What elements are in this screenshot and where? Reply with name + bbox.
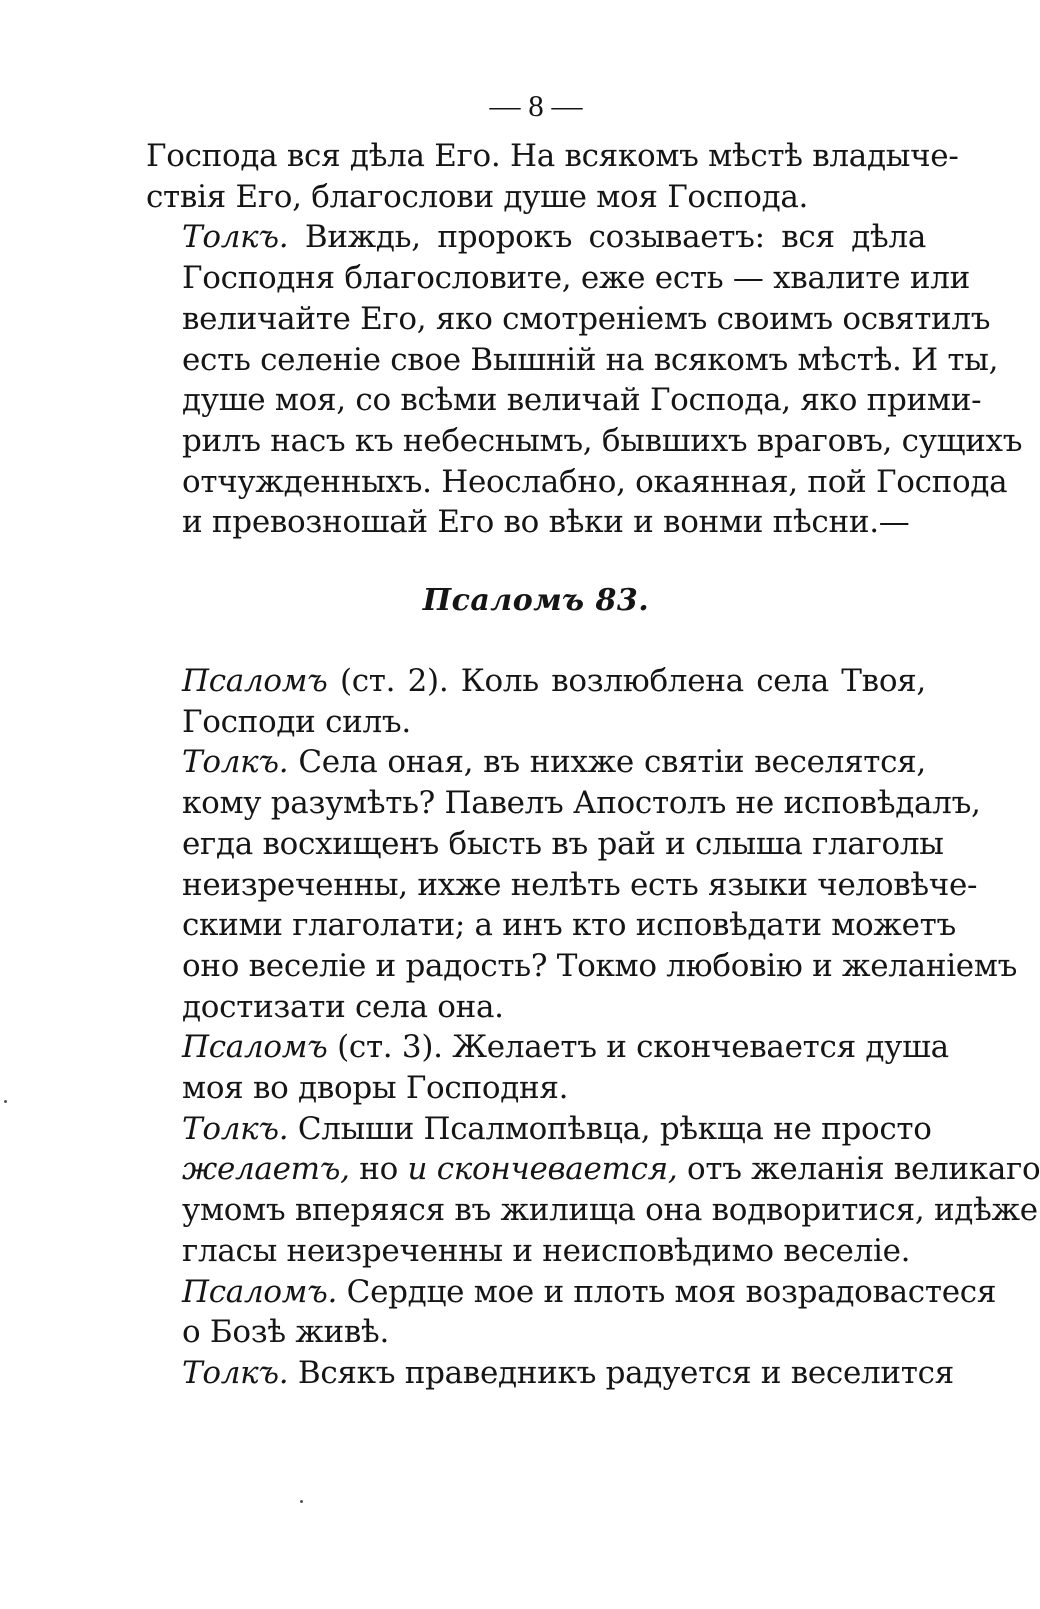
text-line: Господа вся дѣла Его. На всякомъ мѣстѣ владыче- [146, 138, 959, 174]
psalm-lead: Псаломъ. [182, 1273, 338, 1310]
commentary-lead: Толкъ. [182, 219, 289, 256]
emphasis-text: желаетъ, [182, 1151, 350, 1188]
emphasis-text: и скончевается, [407, 1151, 678, 1188]
text-fragment: (ст. 2). Коль возлюблена села Твоя, [327, 663, 926, 700]
text-line [146, 1109, 932, 1150]
text-line [146, 217, 926, 258]
text-fragment: отъ желанія великаго [677, 1151, 1040, 1188]
page-number: — 8 — [489, 88, 583, 123]
text-fragment: Всякъ праведникъ радуется и веселится [288, 1354, 954, 1391]
commentary-lead: Толкъ. [182, 1354, 289, 1391]
text-line: и превозношай Его во вѣки и вонми пѣсни.— [182, 504, 910, 541]
psalm-verse-paragraph [146, 1027, 949, 1108]
scan-speck [4, 1100, 7, 1103]
scan-speck [300, 1500, 303, 1503]
text-line: гласы неизреченны и неисповѣдимо веселіе. [182, 1232, 911, 1269]
psalm-verse-paragraph [146, 661, 926, 742]
text-line: умомъ вперяяся въ жилища она водворитися, идѣже [182, 1192, 1038, 1229]
psalm-lead: Псаломъ [182, 663, 328, 700]
text-line [146, 742, 926, 783]
psalm-verse-paragraph [146, 1272, 997, 1353]
text-line: скими глаголати; а инъ кто исповѣдати можетъ [182, 907, 956, 944]
text-line: Господня благословите, еже есть — хвалите или [182, 260, 970, 297]
text-fragment: Слыши Псалмопѣвца, рѣкща не просто [288, 1110, 932, 1147]
text-line: неизреченны, ихже нелѣть есть языки человѣче- [182, 866, 978, 903]
text-fragment: (ст. 3). Желаетъ и скончевается душа [327, 1029, 949, 1066]
text-line [146, 1272, 997, 1313]
commentary-paragraph [146, 742, 1018, 1027]
text-fragment: Села оная, въ нихже святіи веселятся, [288, 744, 926, 781]
paragraph-continuation [146, 136, 959, 217]
text-line: оно веселіе и радость? Токмо любовію и желаніемъ [182, 947, 1018, 984]
commentary-lead: Толкъ. [182, 744, 289, 781]
section-heading: Псаломъ 83. [422, 583, 650, 619]
text-line: моя во дворы Господня. [182, 1070, 569, 1107]
text-line [146, 1353, 954, 1394]
text-fragment: Виждь, пророкъ созываетъ: вся дѣла [288, 219, 926, 256]
text-line: Господи силъ. [182, 703, 411, 740]
book-page [146, 86, 1040, 1394]
text-fragment: Сердце мое и плоть моя возрадовастеся [337, 1273, 997, 1310]
text-line [146, 1027, 949, 1068]
commentary-paragraph [146, 1353, 954, 1394]
commentary-paragraph [146, 217, 1023, 543]
commentary-lead: Толкъ. [182, 1110, 289, 1147]
text-line: егда восхищенъ бысть въ рай и слыша глаголы [182, 825, 944, 862]
text-line: о Бозѣ живѣ. [182, 1314, 389, 1351]
text-line: кому разумѣть? Павелъ Апостолъ не исповѣдалъ, [182, 785, 981, 822]
psalm-lead: Псаломъ [182, 1029, 328, 1066]
text-line: душе моя, со всѣми величай Господа, яко прими- [182, 382, 982, 419]
text-line: отчужденныхъ. Неослабно, окаянная, пой Господа [182, 463, 1008, 500]
text-line: есть селеніе свое Вышній на всякомъ мѣстѣ. И ты, [182, 341, 999, 378]
text-line: величайте Его, яко смотреніемъ своимъ освятилъ [182, 300, 991, 337]
text-fragment: но [349, 1151, 408, 1188]
text-line: рилъ насъ къ небеснымъ, бывшихъ враговъ, сущихъ [182, 422, 1023, 459]
text-line [146, 661, 926, 702]
commentary-paragraph [146, 1109, 1040, 1272]
text-line: достизати села она. [182, 988, 504, 1025]
text-line: ствія Его, благослови душе моя Господа. [146, 178, 809, 215]
text-line [146, 1149, 1040, 1190]
